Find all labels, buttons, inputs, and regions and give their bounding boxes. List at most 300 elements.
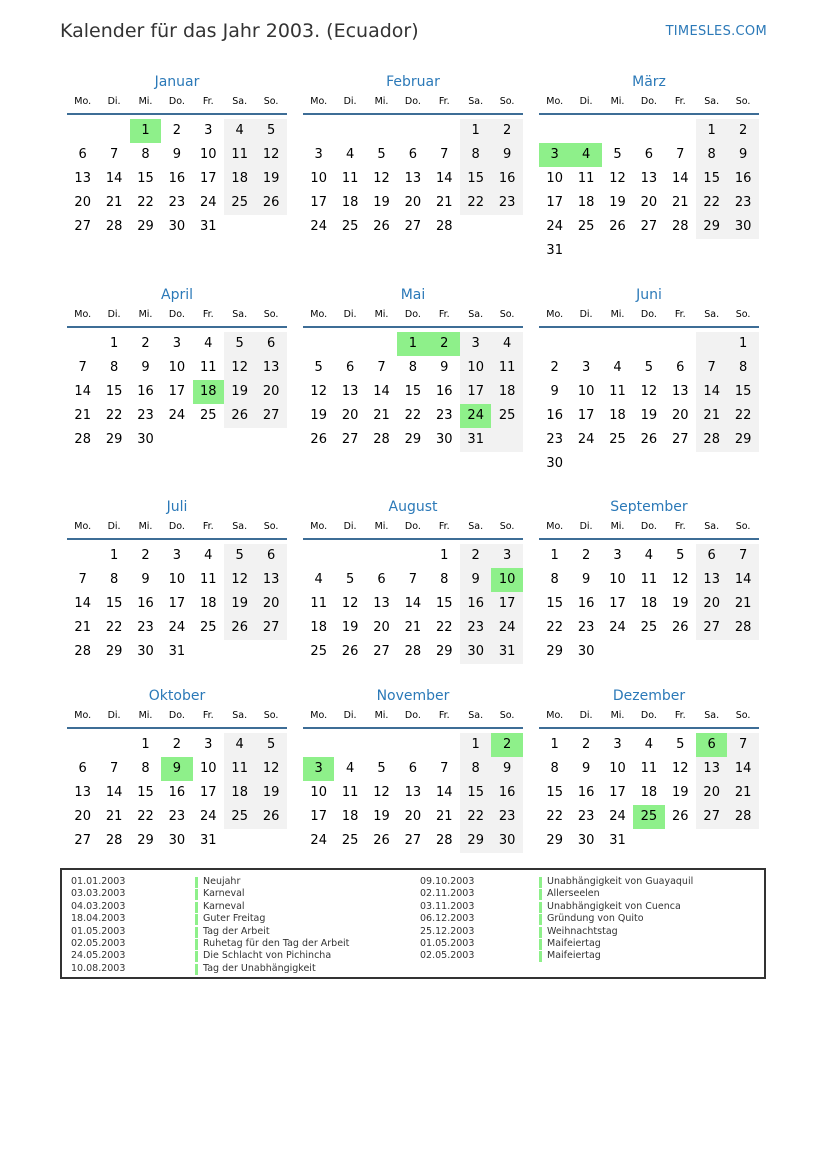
holiday-day: 10: [491, 568, 522, 592]
day: 24: [310, 833, 327, 848]
header-rule: [67, 326, 287, 328]
holiday-date: 25.12.2003: [420, 925, 475, 937]
weekday-header: Do.: [168, 710, 185, 721]
day: 6: [266, 548, 276, 563]
weekday-header: Mi.: [374, 710, 389, 721]
day: 10: [310, 785, 327, 800]
day: 6: [377, 572, 386, 587]
day: 27: [373, 644, 390, 659]
holiday-date: 09.10.2003: [420, 876, 475, 887]
holiday-name: Neujahr: [203, 876, 241, 887]
day: 7: [408, 572, 418, 587]
month-name: Oktober: [148, 688, 206, 704]
weekday-header: Fr.: [674, 710, 686, 721]
holiday-day: 4: [570, 143, 601, 167]
day: 26: [672, 620, 689, 635]
day: 22: [404, 408, 422, 423]
weekday-header: Mo.: [310, 96, 328, 107]
day: 25: [200, 408, 217, 423]
day: 25: [341, 219, 359, 234]
day: 27: [640, 219, 658, 234]
day: 20: [262, 384, 280, 399]
day: 26: [672, 809, 689, 824]
day: 11: [341, 785, 359, 800]
day: 31: [200, 219, 217, 234]
day: 8: [707, 147, 716, 162]
day: 17: [200, 171, 217, 186]
day: 12: [310, 384, 327, 399]
day: 10: [200, 147, 217, 162]
day: 30: [546, 456, 563, 471]
day: 31: [200, 833, 217, 848]
day: 22: [137, 809, 154, 824]
day: 21: [703, 408, 720, 423]
day: 14: [436, 785, 453, 800]
weekday-header: Di.: [107, 96, 121, 107]
day: 15: [734, 384, 752, 399]
weekday-header: Do.: [404, 710, 421, 721]
day: 9: [550, 384, 559, 399]
day: 1: [550, 737, 559, 752]
day: 21: [734, 596, 752, 611]
day: 3: [204, 123, 213, 138]
day: 14: [404, 596, 422, 611]
day: 29: [137, 833, 154, 848]
day: 13: [373, 596, 390, 611]
weekday-header: Fr.: [674, 96, 686, 107]
holiday-marker: [539, 951, 542, 962]
day: 18: [231, 785, 248, 800]
day: 3: [471, 336, 480, 351]
day: 12: [231, 360, 248, 375]
day: 5: [613, 147, 622, 162]
day: 28: [105, 219, 123, 234]
day: 10: [168, 360, 186, 375]
day: 24: [609, 620, 626, 635]
day: 19: [609, 195, 626, 210]
day: 4: [502, 336, 512, 351]
day: 29: [734, 432, 752, 447]
day: 24: [546, 219, 563, 234]
day: 26: [262, 195, 280, 210]
weekday-header: Di.: [107, 710, 121, 721]
holiday-legend: [60, 868, 766, 979]
header-rule: [303, 727, 523, 729]
day: 2: [738, 123, 748, 138]
weekday-header: Di.: [107, 309, 121, 320]
holiday-marker: [195, 951, 198, 962]
day: 14: [734, 572, 752, 587]
day: 23: [498, 809, 516, 824]
day: 5: [377, 761, 386, 776]
month-name: November: [376, 688, 450, 704]
day: 29: [105, 432, 123, 447]
day: 28: [734, 620, 752, 635]
holiday-date: 06.12.2003: [420, 913, 475, 925]
day: 16: [577, 596, 595, 611]
day: 12: [341, 596, 359, 611]
day: 10: [200, 761, 217, 776]
weekday-header: Sa.: [468, 96, 484, 107]
day: 11: [609, 384, 626, 399]
weekday-header: Mo.: [546, 521, 564, 532]
day: 18: [200, 596, 217, 611]
holiday-marker: [539, 927, 542, 938]
day: 30: [168, 833, 186, 848]
day: 15: [436, 596, 453, 611]
day: 1: [440, 548, 449, 563]
day: 8: [141, 147, 150, 162]
day: 19: [672, 785, 689, 800]
day: 30: [137, 644, 154, 659]
day: 25: [231, 195, 248, 210]
day: 9: [738, 147, 748, 162]
day: 12: [672, 761, 689, 776]
day: 4: [345, 147, 355, 162]
day: 2: [141, 336, 150, 351]
day: 4: [204, 548, 213, 563]
holiday-day: 3: [303, 757, 334, 781]
month-name: März: [632, 74, 666, 90]
day: 3: [613, 737, 622, 752]
site-logo[interactable]: TIMESLES.COM: [665, 24, 767, 39]
day: 24: [577, 432, 595, 447]
day: 5: [377, 147, 386, 162]
holiday-day: 9: [161, 757, 192, 781]
day: 19: [373, 195, 390, 210]
day: 12: [231, 572, 248, 587]
weekday-header: So.: [263, 521, 279, 532]
day: 20: [640, 195, 658, 210]
day: 9: [172, 147, 182, 162]
weekday-header: Di.: [579, 710, 593, 721]
day: 25: [341, 833, 359, 848]
day: 2: [502, 123, 512, 138]
day: 26: [373, 833, 390, 848]
day: 25: [640, 620, 658, 635]
weekday-header: Sa.: [704, 309, 720, 320]
day: 27: [703, 620, 720, 635]
weekday-header: Di.: [579, 521, 593, 532]
day: 11: [640, 572, 658, 587]
month-name: Januar: [154, 74, 200, 90]
day: 3: [172, 336, 182, 351]
day: 30: [137, 432, 154, 447]
holiday-name: Unabhängigkeit von Cuenca: [547, 900, 681, 912]
day: 12: [373, 785, 390, 800]
holiday-date: 18.04.2003: [71, 913, 126, 925]
day: 23: [577, 809, 595, 824]
weekday-header: Mo.: [74, 521, 92, 532]
day: 6: [266, 336, 276, 351]
day: 13: [640, 171, 658, 186]
holiday-name: Maifeiertag: [547, 938, 601, 949]
month-name: August: [388, 499, 438, 515]
day: 21: [373, 408, 390, 423]
day: 20: [404, 809, 422, 824]
day: 28: [703, 432, 720, 447]
day: 30: [734, 219, 752, 234]
day: 30: [577, 644, 595, 659]
day: 13: [341, 384, 359, 399]
day: 12: [609, 171, 626, 186]
day: 12: [262, 147, 280, 162]
day: 23: [137, 408, 154, 423]
day: 8: [550, 572, 559, 587]
day: 10: [609, 572, 626, 587]
day: 23: [546, 432, 563, 447]
day: 8: [109, 360, 119, 375]
day: 30: [467, 644, 484, 659]
day: 19: [640, 408, 658, 423]
day: 10: [546, 171, 563, 186]
day: 4: [345, 761, 355, 776]
month-name: Dezember: [612, 688, 686, 704]
day: 26: [231, 408, 248, 423]
day: 18: [609, 408, 626, 423]
holiday-name: Die Schlacht von Pichincha: [203, 950, 332, 962]
holiday-name: Karneval: [203, 900, 245, 912]
day: 5: [235, 548, 244, 563]
holiday-name: Weihnachtstag: [547, 925, 618, 937]
day: 3: [613, 548, 622, 563]
holiday-marker: [539, 889, 542, 900]
day: 14: [672, 171, 689, 186]
day: 15: [137, 171, 154, 186]
day: 27: [404, 219, 422, 234]
day: 2: [550, 360, 559, 375]
holiday-date: 01.01.2003: [71, 876, 126, 887]
weekday-header: Do.: [168, 521, 185, 532]
weekday-header: Di.: [579, 96, 593, 107]
day: 10: [310, 171, 327, 186]
day: 19: [672, 596, 689, 611]
day: 29: [436, 644, 453, 659]
day: 23: [137, 620, 154, 635]
day: 10: [168, 572, 186, 587]
day: 28: [672, 219, 689, 234]
day: 3: [172, 548, 182, 563]
weekday-header: Mi.: [610, 521, 625, 532]
day: 20: [672, 408, 689, 423]
day: 23: [498, 195, 516, 210]
day: 5: [235, 336, 244, 351]
day: 16: [168, 785, 186, 800]
day: 31: [168, 644, 186, 659]
holiday-name: Tag der Arbeit: [203, 925, 270, 937]
weekday-header: Do.: [168, 309, 185, 320]
day: 31: [546, 243, 563, 258]
holiday-day: 3: [539, 143, 570, 167]
day: 4: [644, 737, 654, 752]
day: 19: [341, 620, 359, 635]
holiday-date: 01.05.2003: [71, 925, 126, 937]
day: 4: [613, 360, 622, 375]
day: 22: [734, 408, 752, 423]
day: 15: [105, 596, 123, 611]
day: 1: [707, 123, 716, 138]
day: 24: [168, 408, 186, 423]
holiday-name: Tag der Unabhängigkeit: [203, 962, 316, 974]
day: 25: [200, 620, 217, 635]
weekday-header: Mi.: [374, 96, 389, 107]
month-name: Juli: [166, 499, 188, 515]
day: 15: [703, 171, 720, 186]
day: 1: [109, 548, 119, 563]
holiday-day: 18: [193, 380, 224, 404]
day: 11: [341, 171, 359, 186]
day: 6: [707, 548, 716, 563]
holiday-name: Karneval: [203, 888, 245, 900]
day: 30: [498, 833, 516, 848]
day: 10: [467, 360, 484, 375]
day: 14: [74, 384, 91, 399]
day: 4: [314, 572, 323, 587]
day: 21: [734, 785, 752, 800]
day: 13: [74, 785, 91, 800]
month-name: September: [610, 499, 688, 515]
day: 17: [609, 596, 626, 611]
day: 31: [498, 644, 516, 659]
day: 30: [577, 833, 595, 848]
day: 2: [581, 548, 591, 563]
day: 22: [467, 809, 484, 824]
day: 7: [440, 761, 449, 776]
day: 19: [231, 384, 248, 399]
day: 22: [137, 195, 154, 210]
day: 27: [672, 432, 689, 447]
weekday-header: So.: [735, 309, 751, 320]
day: 28: [105, 833, 123, 848]
day: 23: [436, 408, 453, 423]
day: 21: [672, 195, 689, 210]
weekday-header: Mo.: [310, 309, 328, 320]
day: 21: [74, 408, 91, 423]
holiday-marker: [195, 914, 198, 925]
day: 24: [200, 809, 217, 824]
day: 9: [502, 761, 512, 776]
day: 18: [640, 785, 658, 800]
month-name: Juni: [636, 287, 662, 303]
day: 7: [440, 147, 449, 162]
holiday-marker: [195, 877, 198, 888]
day: 13: [404, 171, 422, 186]
weekday-header: Sa.: [468, 710, 484, 721]
day: 1: [738, 336, 748, 351]
day: 16: [436, 384, 453, 399]
day: 7: [109, 147, 119, 162]
day: 27: [74, 219, 91, 234]
day: 19: [373, 809, 390, 824]
weekday-header: Di.: [579, 309, 593, 320]
day: 12: [672, 572, 689, 587]
day: 8: [408, 360, 418, 375]
weekday-header: So.: [735, 96, 751, 107]
day: 5: [266, 737, 276, 752]
day: 13: [703, 761, 720, 776]
day: 27: [341, 432, 359, 447]
day: 30: [168, 219, 186, 234]
day: 28: [734, 809, 752, 824]
day: 20: [703, 785, 720, 800]
weekday-header: Di.: [107, 521, 121, 532]
day: 22: [467, 195, 484, 210]
day: 21: [105, 809, 123, 824]
month-name: April: [161, 287, 193, 303]
weekday-header: Fr.: [674, 309, 686, 320]
day: 25: [498, 408, 516, 423]
day: 23: [734, 195, 752, 210]
day: 15: [467, 171, 484, 186]
day: 8: [471, 147, 480, 162]
day: 8: [141, 761, 150, 776]
day: 29: [404, 432, 422, 447]
day: 18: [310, 620, 327, 635]
day: 15: [105, 384, 123, 399]
weekday-header: Mi.: [138, 96, 153, 107]
day: 22: [546, 620, 563, 635]
day: 10: [577, 384, 595, 399]
weekday-header: So.: [735, 521, 751, 532]
day: 11: [231, 761, 248, 776]
day: 12: [640, 384, 658, 399]
day: 5: [676, 737, 685, 752]
day: 22: [105, 620, 123, 635]
day: 16: [498, 785, 516, 800]
day: 13: [262, 360, 280, 375]
day: 3: [204, 737, 213, 752]
weekday-header: Sa.: [232, 521, 248, 532]
day: 7: [78, 360, 87, 375]
day: 29: [137, 219, 154, 234]
day: 28: [74, 432, 91, 447]
day: 7: [738, 737, 748, 752]
day: 7: [738, 548, 748, 563]
holiday-day: 25: [633, 805, 664, 829]
day: 21: [436, 809, 453, 824]
weekday-header: Mo.: [74, 96, 92, 107]
day: 17: [609, 785, 626, 800]
weekday-header: Mo.: [546, 710, 564, 721]
day: 9: [502, 147, 512, 162]
weekday-header: Do.: [640, 309, 657, 320]
weekday-header: Do.: [640, 521, 657, 532]
day: 5: [345, 572, 355, 587]
day: 19: [310, 408, 327, 423]
day: 17: [310, 195, 327, 210]
holiday-date: 03.11.2003: [420, 900, 475, 912]
weekday-header: Sa.: [704, 96, 720, 107]
day: 16: [546, 408, 563, 423]
day: 11: [231, 147, 248, 162]
day: 11: [200, 360, 217, 375]
holiday-name: Maifeiertag: [547, 950, 601, 962]
day: 16: [168, 171, 186, 186]
day: 14: [703, 384, 720, 399]
weekday-header: Di.: [343, 309, 357, 320]
day: 27: [404, 833, 422, 848]
day: 15: [467, 785, 484, 800]
day: 1: [550, 548, 559, 563]
day: 3: [581, 360, 591, 375]
day: 19: [231, 596, 248, 611]
holiday-day: 1: [130, 119, 161, 143]
day: 20: [74, 195, 91, 210]
weekday-header: Sa.: [232, 309, 248, 320]
day: 16: [734, 171, 752, 186]
day: 6: [644, 147, 654, 162]
day: 26: [341, 644, 359, 659]
